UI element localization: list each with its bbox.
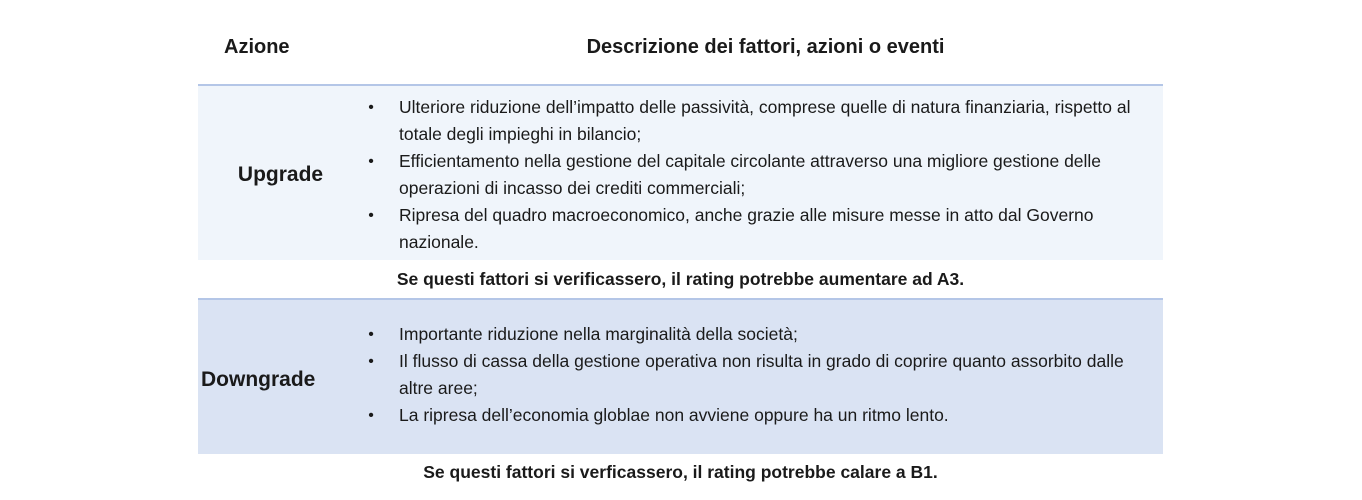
upgrade-bullets bbox=[365, 94, 1155, 256]
bullet-icon: • bbox=[368, 407, 374, 424]
bullet-text: Ripresa del quadro macroeconomico, anche grazie alle misure messe in atto dal Governo nazionale. bbox=[399, 205, 1094, 252]
list-item bbox=[365, 148, 1155, 202]
bullet-text: Ulteriore riduzione dell’impatto delle passività, comprese quelle di natura finanziaria, rispetto al totale degli impieghi in bilancio; bbox=[399, 97, 1131, 144]
list-item bbox=[365, 402, 1155, 429]
list-item bbox=[365, 94, 1155, 148]
upgrade-row bbox=[198, 86, 1163, 260]
bullet-icon: • bbox=[368, 353, 374, 370]
bullet-icon: • bbox=[368, 207, 374, 224]
upgrade-label: Upgrade bbox=[237, 163, 324, 186]
bullet-icon: • bbox=[368, 99, 374, 116]
rating-factors-table bbox=[198, 0, 1163, 491]
downgrade-label: Downgrade bbox=[201, 368, 316, 391]
bullet-text: La ripresa dell’economia globlae non avviene oppure ha un ritmo lento. bbox=[399, 405, 949, 425]
bullet-icon: • bbox=[368, 326, 374, 343]
header-action: Azione bbox=[224, 36, 290, 58]
bullet-text: Efficientamento nella gestione del capitale circolante attraverso una migliore gestione delle operazioni di incasso dei crediti commerciali; bbox=[399, 151, 1102, 198]
downgrade-note: Se questi fattori si verficassero, il rating potrebbe calare a B1. bbox=[423, 462, 938, 482]
list-item bbox=[365, 202, 1155, 256]
bullet-text: Il flusso di cassa della gestione operativa non risulta in grado di coprire quanto assorbito dalle altre aree; bbox=[399, 351, 1124, 398]
upgrade-note: Se questi fattori si verificassero, il rating potrebbe aumentare ad A3. bbox=[396, 268, 965, 289]
downgrade-bullets bbox=[365, 321, 1155, 429]
table-header bbox=[198, 0, 1163, 86]
downgrade-row bbox=[198, 298, 1163, 454]
bullet-icon: • bbox=[368, 153, 374, 170]
header-description: Descrizione dei fattori, azioni o eventi bbox=[586, 36, 945, 58]
bullet-text: Importante riduzione nella marginalità della società; bbox=[399, 324, 798, 344]
list-item bbox=[365, 348, 1155, 402]
list-item bbox=[365, 321, 1155, 348]
